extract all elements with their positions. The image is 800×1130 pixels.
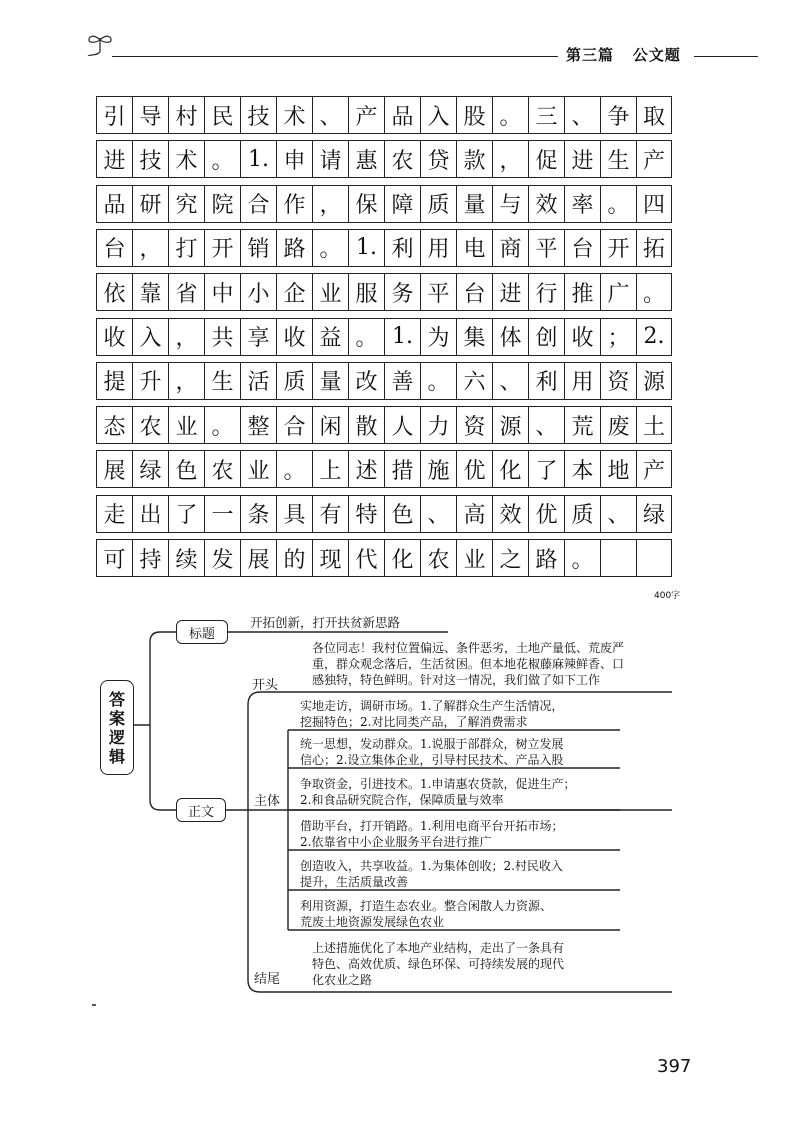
essay-cell: 平 [528, 229, 564, 267]
essay-row [96, 495, 688, 533]
essay-cell: 持 [132, 539, 168, 577]
mindmap-root [100, 680, 134, 775]
essay-cell: 导 [132, 96, 168, 134]
essay-cell: 业 [456, 539, 492, 577]
essay-cell: 作 [276, 185, 312, 223]
main-item: 利用资源，打造生态农业。整合闲散人力资源、 荒废土地资源发展绿色农业 [300, 899, 553, 929]
essay-cell: 集 [456, 318, 492, 356]
essay-cell: ， [168, 318, 204, 356]
essay-cell: 活 [240, 362, 276, 400]
essay-cell: 业 [168, 406, 204, 444]
essay-cell: 开 [600, 229, 636, 267]
essay-cell: 绿 [132, 450, 168, 488]
title-node: 标题 [176, 620, 228, 644]
essay-cell: 、 [492, 362, 528, 400]
main-item: 实地走访，调研市场。1.了解群众生产生活情况， 挖掘特色；2.对比同类产品，了解消费需求 [300, 699, 564, 729]
essay-cell: 续 [168, 539, 204, 577]
essay-cell [600, 539, 636, 577]
essay-cell: 土 [636, 406, 672, 444]
essay-cell: 优 [456, 450, 492, 488]
essay-cell: 利 [384, 229, 420, 267]
essay-cell: 入 [132, 318, 168, 356]
margin-mark [92, 1004, 96, 1006]
essay-cell: 质 [420, 185, 456, 223]
essay-cell: 品 [384, 96, 420, 134]
essay-cell: 出 [132, 495, 168, 533]
essay-cell: 了 [168, 495, 204, 533]
essay-cell: 、 [312, 96, 348, 134]
essay-cell: 广 [600, 273, 636, 311]
root-char: 逻 [108, 727, 125, 747]
essay-cell: 四 [636, 185, 672, 223]
essay-cell: 。 [600, 185, 636, 223]
essay-cell: 进 [492, 273, 528, 311]
essay-cell: 收 [276, 318, 312, 356]
essay-cell: 色 [168, 450, 204, 488]
essay-cell: 质 [564, 495, 600, 533]
essay-cell: 体 [492, 318, 528, 356]
essay-cell: 障 [384, 185, 420, 223]
essay-cell: 废 [600, 406, 636, 444]
essay-cell: 了 [528, 450, 564, 488]
essay-cell: ， [492, 140, 528, 178]
essay-cell: 平 [420, 273, 456, 311]
essay-cell: 之 [492, 539, 528, 577]
essay-cell: 资 [456, 406, 492, 444]
essay-cell: 述 [348, 450, 384, 488]
essay-cell: 村 [168, 96, 204, 134]
essay-cell: 农 [384, 140, 420, 178]
essay-cell: 质 [276, 362, 312, 400]
essay-cell: 力 [420, 406, 456, 444]
essay-cell: 进 [564, 140, 600, 178]
essay-cell: 发 [204, 539, 240, 577]
essay-cell: 开 [204, 229, 240, 267]
title-text: 开拓创新，打开扶贫新思路 [250, 615, 401, 630]
essay-cell: 保 [348, 185, 384, 223]
essay-cell: 1. [240, 140, 276, 178]
essay-cell: 1. [384, 318, 420, 356]
essay-cell: 量 [456, 185, 492, 223]
essay-cell: 上 [312, 450, 348, 488]
essay-cell: 的 [276, 539, 312, 577]
essay-cell: 施 [420, 450, 456, 488]
essay-cell: 台 [96, 229, 132, 267]
essay-cell: 六 [456, 362, 492, 400]
essay-cell: 中 [204, 273, 240, 311]
essay-cell: 升 [132, 362, 168, 400]
essay-cell: 农 [132, 406, 168, 444]
essay-cell: 产 [636, 450, 672, 488]
essay-cell: 研 [132, 185, 168, 223]
essay-cell: 台 [456, 273, 492, 311]
essay-cell: 2. [636, 318, 672, 356]
essay-cell: 电 [456, 229, 492, 267]
essay-cell: 。 [420, 362, 456, 400]
essay-cell: 具 [276, 495, 312, 533]
essay-cell: 企 [276, 273, 312, 311]
essay-row [96, 96, 688, 134]
header-rule-right [694, 56, 758, 57]
ending-label: 结尾 [254, 972, 281, 987]
section-label: 第三篇 [566, 46, 615, 64]
essay-row [96, 273, 688, 311]
essay-cell: 究 [168, 185, 204, 223]
essay-row [96, 318, 688, 356]
essay-cell: 院 [204, 185, 240, 223]
essay-cell: 人 [384, 406, 420, 444]
essay-cell: 绿 [636, 495, 672, 533]
essay-cell: 行 [528, 273, 564, 311]
essay-row [96, 185, 688, 223]
essay-cell: 、 [564, 96, 600, 134]
essay-cell: ， [312, 185, 348, 223]
page-number: 397 [657, 1056, 692, 1077]
essay-cell: ， [132, 229, 168, 267]
essay-cell: 。 [276, 450, 312, 488]
essay-cell: 共 [204, 318, 240, 356]
leaf-icon [86, 30, 114, 56]
essay-cell: 路 [528, 539, 564, 577]
essay-cell: 。 [204, 140, 240, 178]
essay-row [96, 140, 688, 178]
essay-cell: 股 [456, 96, 492, 134]
essay-cell: 态 [96, 406, 132, 444]
essay-cell: 有 [312, 495, 348, 533]
essay-cell: 用 [564, 362, 600, 400]
essay-cell: 、 [528, 406, 564, 444]
essay-cell: ； [600, 318, 636, 356]
essay-row [96, 362, 688, 400]
essay-cell: 销 [240, 229, 276, 267]
essay-cell: 生 [204, 362, 240, 400]
essay-cell: 贷 [420, 140, 456, 178]
essay-cell: 产 [348, 96, 384, 134]
essay-cell: 打 [168, 229, 204, 267]
essay-cell: 优 [528, 495, 564, 533]
section-header [566, 44, 681, 65]
essay-cell: 品 [96, 185, 132, 223]
essay-cell: 依 [96, 273, 132, 311]
essay-cell: 。 [492, 96, 528, 134]
essay-cell: 民 [204, 96, 240, 134]
essay-cell: 特 [348, 495, 384, 533]
essay-cell: 用 [420, 229, 456, 267]
essay-cell: 源 [636, 362, 672, 400]
opening-text: 各位同志！我村位置偏远、条件恶劣，土地产量低、荒废严 重，群众观念落后，生活贫困。但本地花椒藤麻辣鲜香、口 感独特，特色鲜明。针对这一情况，我们做了如下工作 [312, 641, 625, 687]
essay-cell: 展 [240, 539, 276, 577]
main-item: 统一思想，发动群众。1.说服于部群众，树立发展 信心；2.设立集体企业，引导村民技术、产品入股 [300, 737, 564, 767]
essay-cell: 。 [312, 229, 348, 267]
opening-label: 开头 [252, 678, 279, 693]
essay-cell: 术 [168, 140, 204, 178]
essay-cell: 农 [204, 450, 240, 488]
essay-cell: 地 [600, 450, 636, 488]
word-count: 400字 [654, 591, 681, 601]
essay-row [96, 539, 688, 577]
essay-cell: 提 [96, 362, 132, 400]
essay-cell: 化 [384, 539, 420, 577]
essay-cell: 化 [492, 450, 528, 488]
essay-cell: 务 [384, 273, 420, 311]
essay-cell: 路 [276, 229, 312, 267]
answer-logic-mindmap [0, 600, 800, 1000]
main-item: 创造收入，共享收益。1.为集体创收；2.村民收入 提升，生活质量改善 [300, 859, 563, 889]
essay-cell: 利 [528, 362, 564, 400]
essay-cell: 产 [636, 140, 672, 178]
essay-cell: 荒 [564, 406, 600, 444]
essay-cell: 拓 [636, 229, 672, 267]
essay-cell: 商 [492, 229, 528, 267]
main-item: 借助平台，打开销路。1.利用电商平台开拓市场； 2.依靠省中小企业服务平台进行推广 [300, 819, 564, 849]
essay-cell: 为 [420, 318, 456, 356]
essay-cell: 1. [348, 229, 384, 267]
essay-cell: 创 [528, 318, 564, 356]
essay-cell: 进 [96, 140, 132, 178]
essay-cell: 高 [456, 495, 492, 533]
essay-cell: 效 [492, 495, 528, 533]
main-item: 争取资金，引进技术。1.申请惠农贷款，促进生产； 2.和食品研究院合作，保障质量与效率 [300, 777, 576, 807]
essay-cell: ， [168, 362, 204, 400]
essay-cell: 省 [168, 273, 204, 311]
essay-cell: 闲 [312, 406, 348, 444]
essay-cell: 资 [600, 362, 636, 400]
essay-cell: 代 [348, 539, 384, 577]
essay-cell: 惠 [348, 140, 384, 178]
essay-cell: 收 [564, 318, 600, 356]
essay-cell: 一 [204, 495, 240, 533]
essay-cell: 、 [600, 495, 636, 533]
essay-cell: 技 [240, 96, 276, 134]
essay-cell: 请 [312, 140, 348, 178]
essay-cell: 业 [240, 450, 276, 488]
essay-cell: 整 [240, 406, 276, 444]
section-title: 公文题 [632, 46, 681, 64]
essay-cell: 源 [492, 406, 528, 444]
essay-cell: 展 [96, 450, 132, 488]
essay-cell: 推 [564, 273, 600, 311]
essay-cell: 引 [96, 96, 132, 134]
essay-cell: 走 [96, 495, 132, 533]
essay-cell: 农 [420, 539, 456, 577]
essay-cell: 益 [312, 318, 348, 356]
essay-cell: 合 [240, 185, 276, 223]
essay-row [96, 229, 688, 267]
essay-cell: 小 [240, 273, 276, 311]
essay-cell [636, 539, 672, 577]
essay-cell: 促 [528, 140, 564, 178]
essay-cell: 靠 [132, 273, 168, 311]
essay-cell: 措 [384, 450, 420, 488]
essay-cell: 术 [276, 96, 312, 134]
essay-cell: 服 [348, 273, 384, 311]
root-char: 案 [108, 708, 125, 728]
essay-cell: 与 [492, 185, 528, 223]
essay-cell: 合 [276, 406, 312, 444]
essay-cell: 色 [384, 495, 420, 533]
essay-cell: 生 [600, 140, 636, 178]
essay-cell: 技 [132, 140, 168, 178]
essay-cell: 率 [564, 185, 600, 223]
essay-cell: 。 [348, 318, 384, 356]
ending-text: 上述措施优化了本地产业结构，走出了一条具有 特色、高效优质、绿色环保、可持续发展的现代 化农业之路 [312, 941, 565, 987]
essay-cell: 入 [420, 96, 456, 134]
essay-cell: 款 [456, 140, 492, 178]
root-char: 答 [108, 689, 125, 709]
essay-cell: 条 [240, 495, 276, 533]
essay-cell: 收 [96, 318, 132, 356]
essay-cell: 争 [600, 96, 636, 134]
essay-cell: 业 [312, 273, 348, 311]
essay-cell: 本 [564, 450, 600, 488]
essay-cell: 三 [528, 96, 564, 134]
header-rule [112, 56, 558, 57]
essay-cell: 申 [276, 140, 312, 178]
essay-cell: 可 [96, 539, 132, 577]
essay-cell: 取 [636, 96, 672, 134]
essay-cell: 散 [348, 406, 384, 444]
essay-cell: 效 [528, 185, 564, 223]
essay-cell: 台 [564, 229, 600, 267]
essay-cell: 。 [564, 539, 600, 577]
body-node: 正文 [176, 798, 226, 822]
essay-cell: 。 [204, 406, 240, 444]
essay-cell: 。 [636, 273, 672, 311]
essay-cell: 享 [240, 318, 276, 356]
main-label: 主体 [254, 794, 281, 809]
essay-cell: 改 [348, 362, 384, 400]
essay-cell: 善 [384, 362, 420, 400]
essay-row [96, 450, 688, 488]
essay-cell: 、 [420, 495, 456, 533]
root-char: 辑 [108, 746, 125, 766]
essay-cell: 量 [312, 362, 348, 400]
essay-row [96, 406, 688, 444]
essay-cell: 现 [312, 539, 348, 577]
